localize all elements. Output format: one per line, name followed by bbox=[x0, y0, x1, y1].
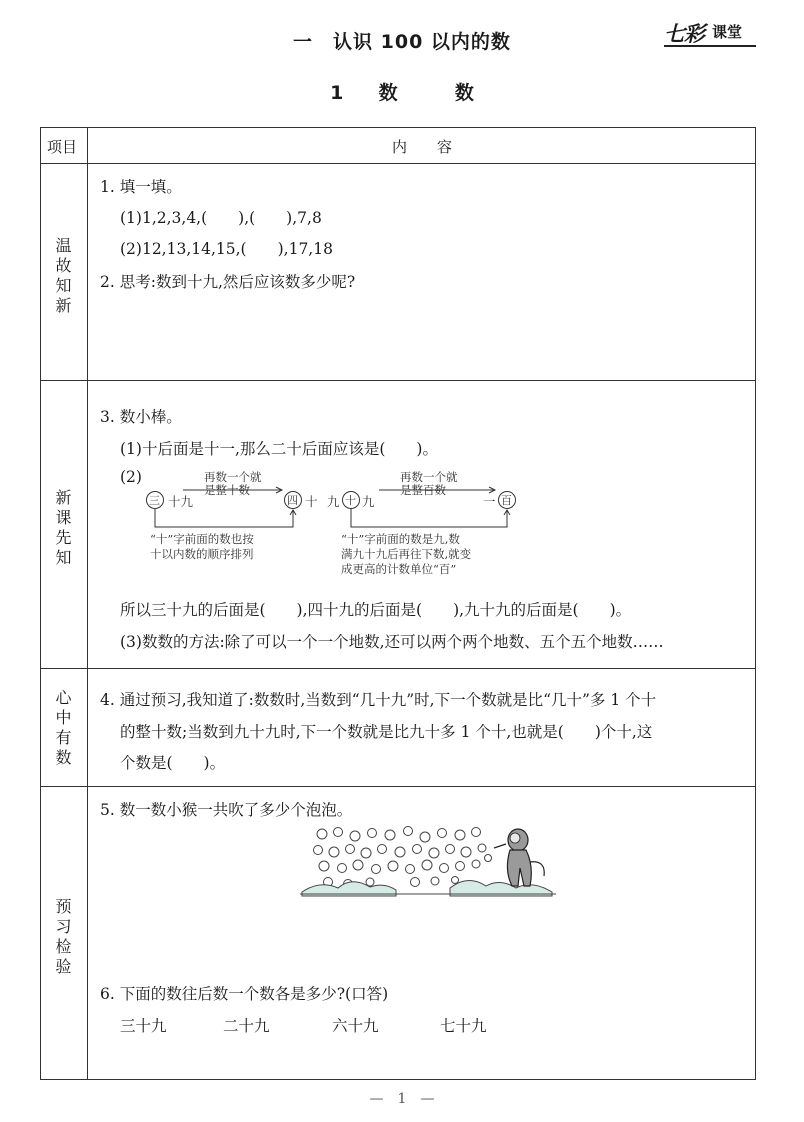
brand-part1: 七彩 bbox=[664, 21, 704, 46]
question-5: 5. 数一数小猴一共吹了多少个泡泡。 bbox=[100, 801, 353, 819]
row-divider-2 bbox=[40, 668, 756, 669]
brand-logo bbox=[664, 12, 768, 48]
question-4-line-2: 的整十数;当数到九十九时,下一个数就是比九十多 1 个十,也就是( )个十,这 bbox=[120, 723, 653, 741]
number-item-2: 二十九 bbox=[223, 1017, 270, 1035]
diagram-note-bottom-right-2: 满九十九后再往下数,就变 bbox=[341, 547, 472, 561]
question-1-part-1: (1)1,2,3,4,( ),( ),7,8 bbox=[120, 209, 322, 227]
monkey-bubbles-illustration bbox=[300, 822, 560, 906]
row-divider-3 bbox=[40, 786, 756, 787]
question-3-answer-line: 所以三十九的后面是( ),四十九的后面是( ),九十九的后面是( )。 bbox=[120, 601, 632, 619]
diagram-circle-2: 四 bbox=[287, 494, 298, 507]
diagram-circle-1: 三 bbox=[149, 494, 160, 507]
lesson-title bbox=[0, 78, 804, 105]
lesson-number: 1 bbox=[330, 82, 344, 104]
table-column-divider bbox=[87, 127, 88, 1080]
diagram-note-bottom-right-1: “十”字前面的数是九,数 bbox=[341, 532, 460, 546]
question-2: 2. 思考:数到十九,然后应该数多少呢? bbox=[100, 273, 356, 291]
question-1: 1. 填一填。 bbox=[100, 178, 182, 196]
question-3-part-3: (3)数数的方法:除了可以一个一个地数,还可以两个两个地数、五个五个地数…… bbox=[120, 633, 664, 651]
page-number: — 1 — bbox=[369, 1091, 435, 1107]
number-item-4: 七十九 bbox=[440, 1017, 487, 1035]
number-item-1: 三十九 bbox=[120, 1017, 167, 1035]
row-divider-1 bbox=[40, 380, 756, 381]
diagram-text-3: 九 bbox=[327, 494, 340, 509]
question-6: 6. 下面的数往后数一个数各是多少?(口答) bbox=[100, 985, 389, 1003]
brand-part2: 课堂 bbox=[712, 23, 743, 41]
diagram-note-top-left-2: 是整十数 bbox=[204, 483, 250, 497]
diagram-note-bottom-left-2: 十以内数的顺序排列 bbox=[150, 547, 254, 561]
question-4-line-1: 4. 通过预习,我知道了:数数时,当数到“几十九”时,下一个数就是比“几十”多 1 个十 bbox=[100, 691, 657, 709]
question-3-part-2-prefix: (2) bbox=[120, 468, 142, 486]
diagram-note-bottom-right-3: 成更高的计数单位“百” bbox=[341, 562, 457, 576]
question-3-part-1: (1)十后面是十一,那么二十后面应该是( )。 bbox=[120, 440, 438, 458]
diagram-note-top-right-2: 是整百数 bbox=[400, 483, 446, 497]
lesson-title-char-1: 数 bbox=[378, 82, 398, 104]
section-label-summary: 心 中 有 数 bbox=[55, 688, 72, 767]
diagram-circle-4: 百 bbox=[501, 494, 512, 507]
chapter-title: 一 认识 100 以内的数 bbox=[293, 31, 511, 53]
diagram-note-bottom-left-1: “十”字前面的数也按 bbox=[150, 532, 254, 546]
table-header-divider bbox=[40, 163, 756, 164]
diagram-note-top-right-1: 再数一个就 bbox=[400, 470, 458, 484]
question-3: 3. 数小棒。 bbox=[100, 408, 182, 426]
section-label-review: 温 故 知 新 bbox=[55, 236, 72, 315]
header-content: 内 容 bbox=[391, 138, 452, 156]
diagram-note-top-left-1: 再数一个就 bbox=[204, 470, 262, 484]
number-item-3: 六十九 bbox=[332, 1017, 379, 1035]
question-1-part-2: (2)12,13,14,15,( ),17,18 bbox=[120, 240, 333, 258]
diagram-text-4: 九 bbox=[362, 494, 375, 509]
lesson-title-char-2: 数 bbox=[454, 82, 474, 104]
diagram-text-2: 十 bbox=[305, 494, 318, 509]
section-label-preview: 新 课 先 知 bbox=[55, 488, 72, 567]
diagram-text-5: 一 bbox=[483, 494, 496, 509]
section-label-check: 预 习 检 验 bbox=[55, 897, 72, 976]
diagram-circle-3: 十 bbox=[345, 494, 356, 507]
header-project: 项目 bbox=[47, 138, 78, 156]
question-4-line-3: 个数是( )。 bbox=[120, 754, 226, 772]
diagram-text-1: 十九 bbox=[168, 494, 194, 509]
